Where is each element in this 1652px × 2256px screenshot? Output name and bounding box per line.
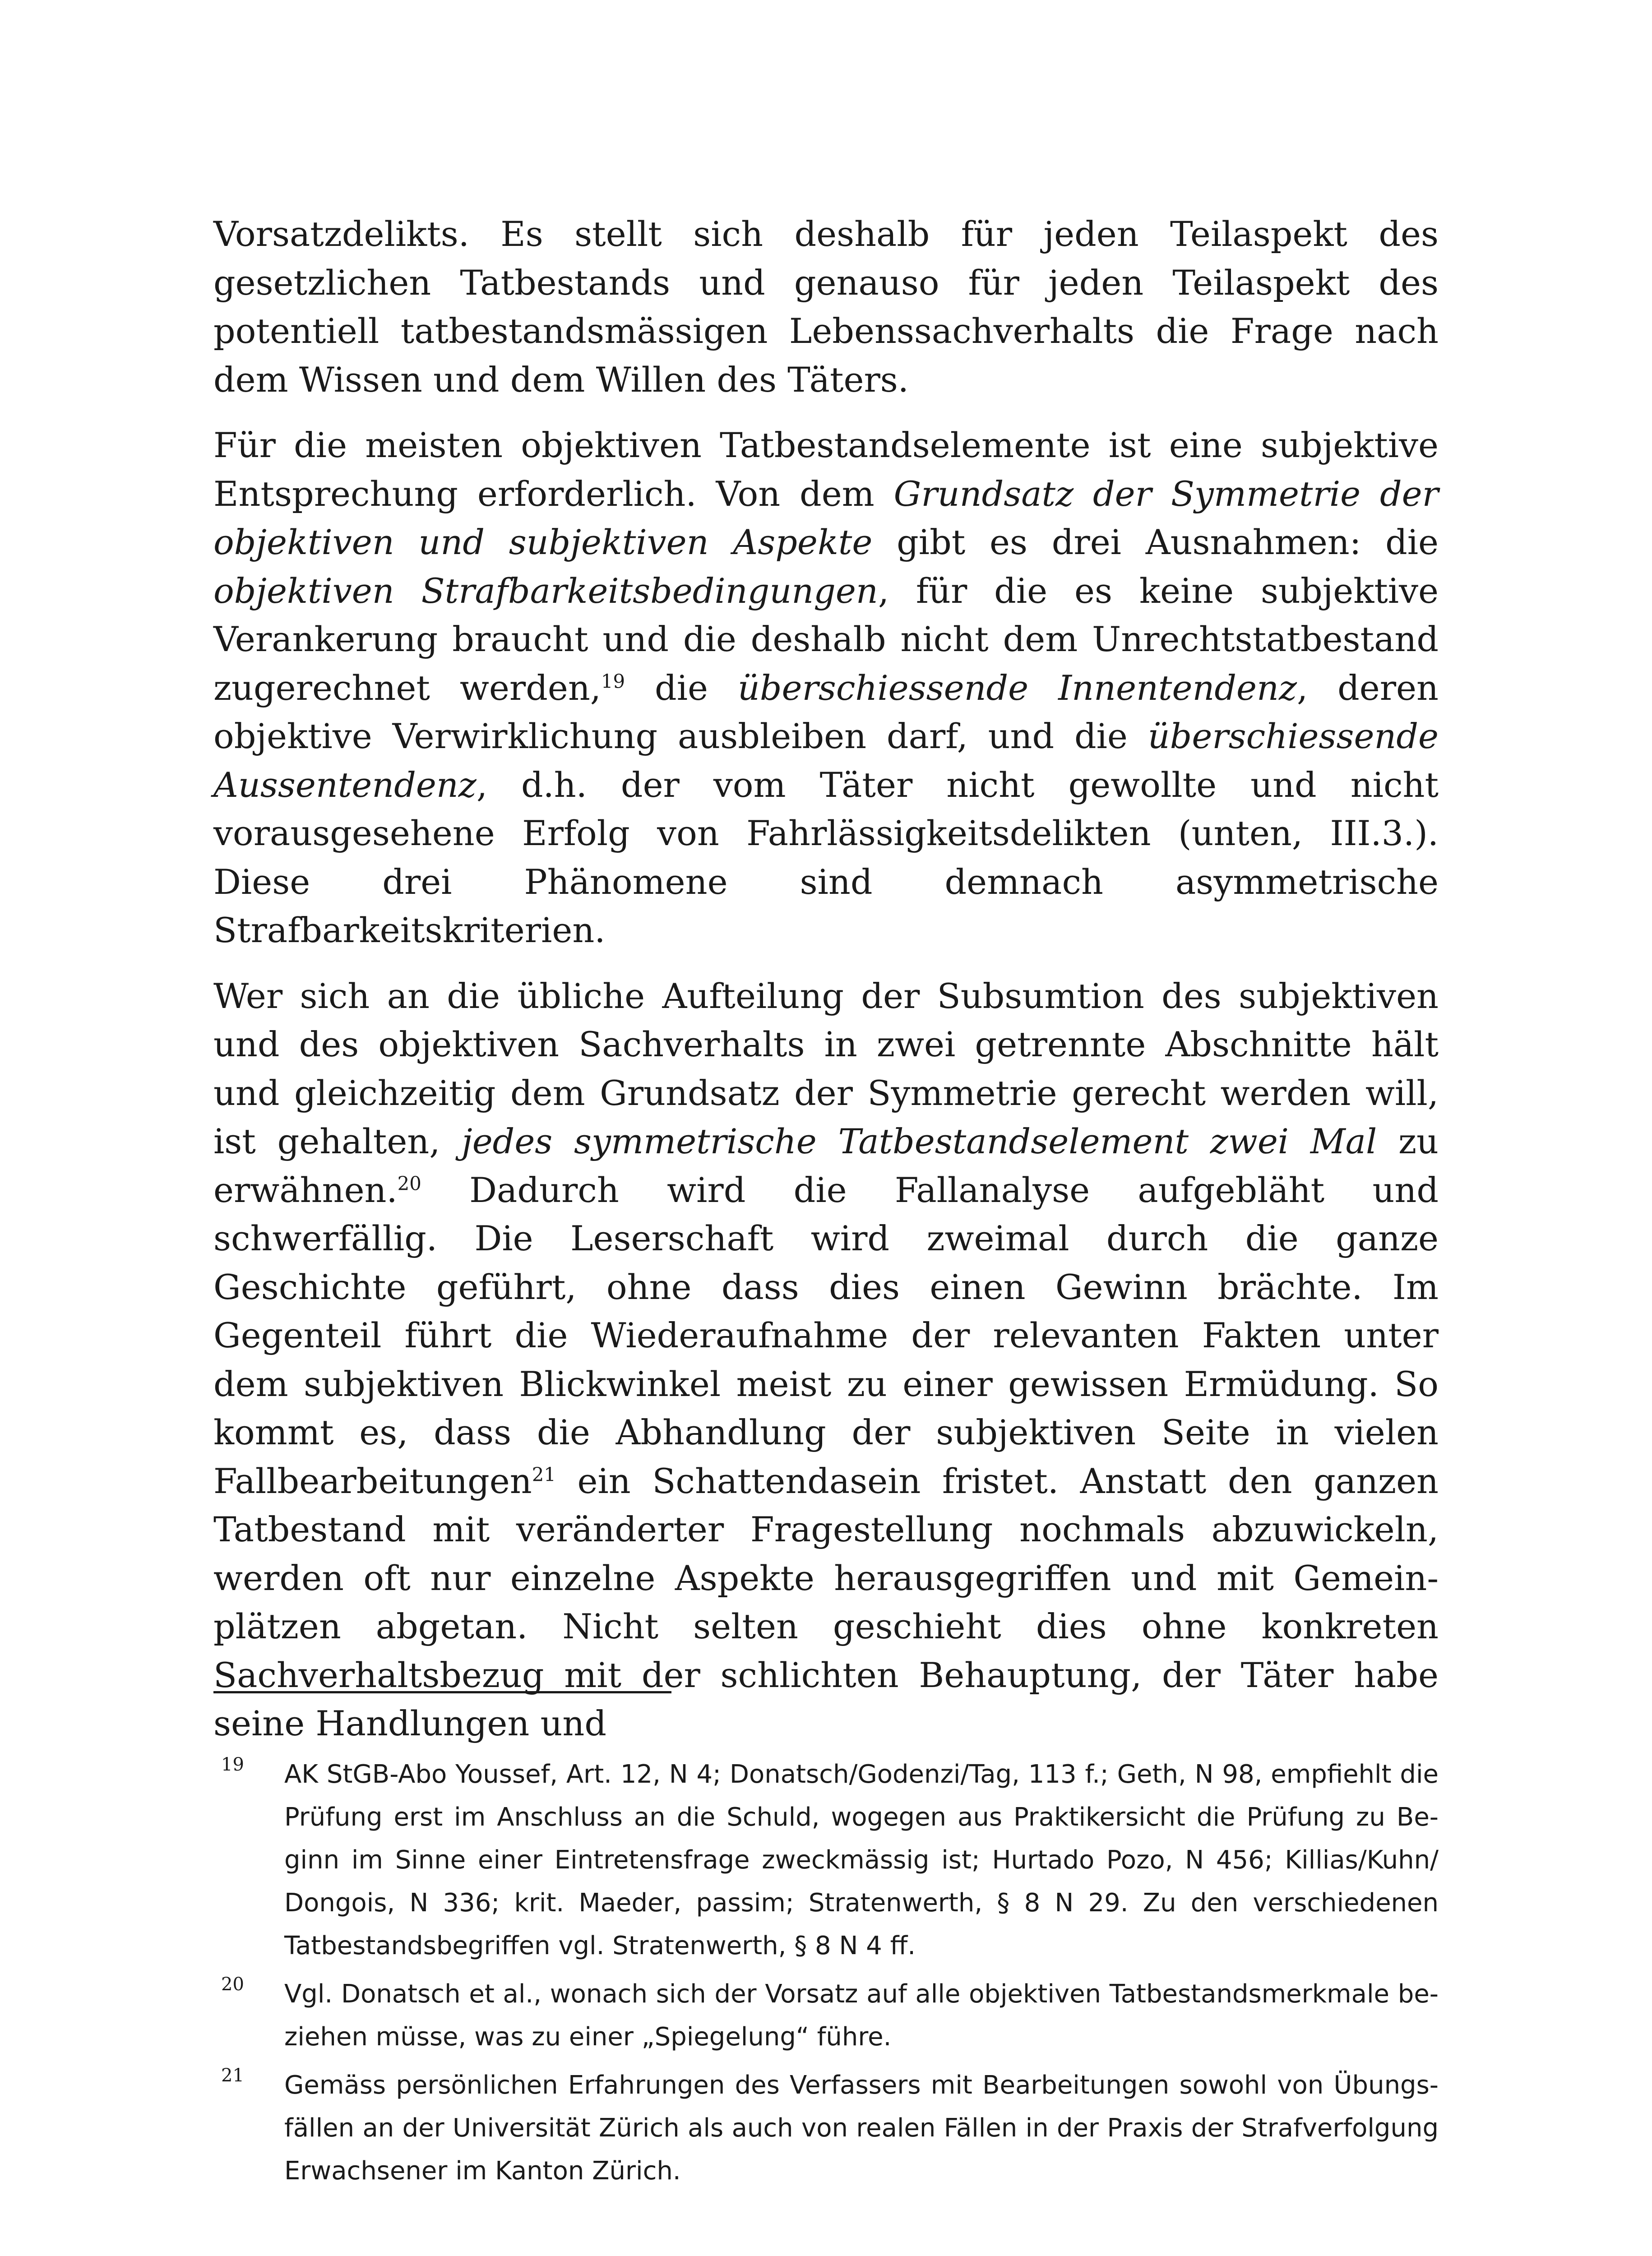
footnote-text: AK StGB-Abo Youssef, Art. 12, N 4; Donatsch/Godenzi/Tag, 113 f.; Geth, N 98, empfiehlt die Prüfung erst im Anschluss an die Schuld, wogegen aus Praktikersicht die Prüfung zu Beginn im Sinne einer Eintretensfrage zweckmässig ist; Hurtado Pozo, N 456; Killias/Kuhn/ Dongois, N 336; krit. Maeder, passim; Stratenwerth, § 8 N 29. Zu den verschiedenen Tatbestandsbegriffen vgl. Stratenwerth, § 8 N 4 ff.: [284, 1760, 1439, 1960]
paragraph-1-text: Vorsatzdelikts. Es stellt sich deshalb für jeden Teilaspekt des gesetzlichen Tatbestands und genauso für jeden Teilaspekt des potentiell tatbestandsmässigen Lebenssachverhalts die Frage nach dem Wissen und dem Willen des Täters.: [213, 214, 1439, 400]
footnote-text: Gemäss persönlichen Erfahrungen des Verfassers mit Bearbeitungen sowohl von Übungsfällen an der Universität Zürich als auch von realen Fällen in der Praxis der Strafverfolgung Erwachsener im Kanton Zürich.: [284, 2071, 1439, 2186]
emphasis-symmetry-principle: Grundsatz der Symmetrie der objektiven und subjektiven Aspekte: [213, 473, 1439, 562]
text-run: Wer sich an die übliche Aufteilung der Subsumtion des subjektiven und des objektiven Sachverhalts in zwei getrennte Abschnitte hält und gleichzeitig dem Grundsatz der Symmetrie gerecht werden will, ist gehalten,: [213, 975, 1439, 1161]
footnotes: [213, 1753, 1439, 2198]
text-run: , deren objektive Verwirklichung ausbleiben darf, und die: [213, 667, 1439, 756]
footnote-separator: [213, 1691, 671, 1693]
text-run: gibt es drei Ausnahmen: die: [872, 522, 1439, 562]
footnote-ref-19[interactable]: 19: [601, 670, 625, 693]
emphasis-element-twice: jedes symmetrische Tatbestandselement zwei Mal: [462, 1121, 1377, 1161]
text-run: zu erwähnen.: [213, 1121, 1439, 1210]
emphasis-inner-tendency: überschiessende Innentendenz: [737, 667, 1297, 708]
footnote-21: [213, 2064, 1439, 2192]
text-run: Für die meisten objektiven Tatbestandselemente ist eine subjektive Entsprechung erforderlich. Von dem: [213, 425, 1439, 514]
text-run: , für die es keine subjektive Verankerung braucht und die deshalb nicht dem Unrechtstatbestand zugerechnet werden,: [213, 570, 1439, 708]
footnote-number: 20: [221, 1974, 244, 1995]
footnote-text: Vgl. Donatsch et al., wonach sich der Vorsatz auf alle objektiven Tatbestandsmerkmale beziehen müsse, was zu einer „Spiegelung“ führe.: [284, 1979, 1439, 2052]
text-run: , d.h. der vom Täter nicht gewollte und nicht vorausgesehene Erfolg von Fahrlässigkeitsdelikten (unten, III.3.). Diese drei Phänomene sind demnach asymmetrische Strafbarkeitskriterien.: [213, 764, 1439, 950]
footnote-ref-20[interactable]: 20: [397, 1172, 421, 1195]
paragraph-3: [213, 972, 1439, 1748]
footnote-ref-21[interactable]: 21: [532, 1463, 556, 1486]
emphasis-objective-conditions: objektiven Strafbarkeitsbedingungen: [213, 570, 878, 611]
text-run: ein Schattendasein fristet. Anstatt den ganzen Tatbestand mit veränderter Fragestellung nochmals abzuwickeln, werden oft nur einzelne Aspekte herausgegriffen und mit Gemeinplätzen abgetan. Nicht selten geschieht dies ohne konkreten Sachverhaltsbezug mit der schlichten Behauptung, der Täter habe seine Handlungen und: [213, 1461, 1439, 1743]
text-run: die: [625, 667, 738, 708]
footnote-number: 21: [221, 2065, 244, 2086]
text-run: Dadurch wird die Fallanalyse aufgebläht und schwerfällig. Die Leserschaft wird zweimal durch die ganze Geschichte geführt, ohne dass dies einen Gewinn brächte. Im Gegenteil führt die Wiederaufnahme der relevanten Fakten unter dem subjektiven Blickwinkel meist zu einer gewissen Ermüdung. So kommt es, dass die Abhandlung der subjektiven Seite in vielen Fallbearbeitungen: [213, 1170, 1439, 1501]
footnote-19: [213, 1753, 1439, 1967]
main-text: [213, 210, 1439, 1765]
paragraph-2: [213, 421, 1439, 955]
paragraph-1: [213, 210, 1439, 404]
emphasis-outer-tendency: überschiessende Aussentendenz: [213, 716, 1439, 805]
footnote-number: 19: [221, 1754, 244, 1775]
footnote-20: [213, 1973, 1439, 2058]
